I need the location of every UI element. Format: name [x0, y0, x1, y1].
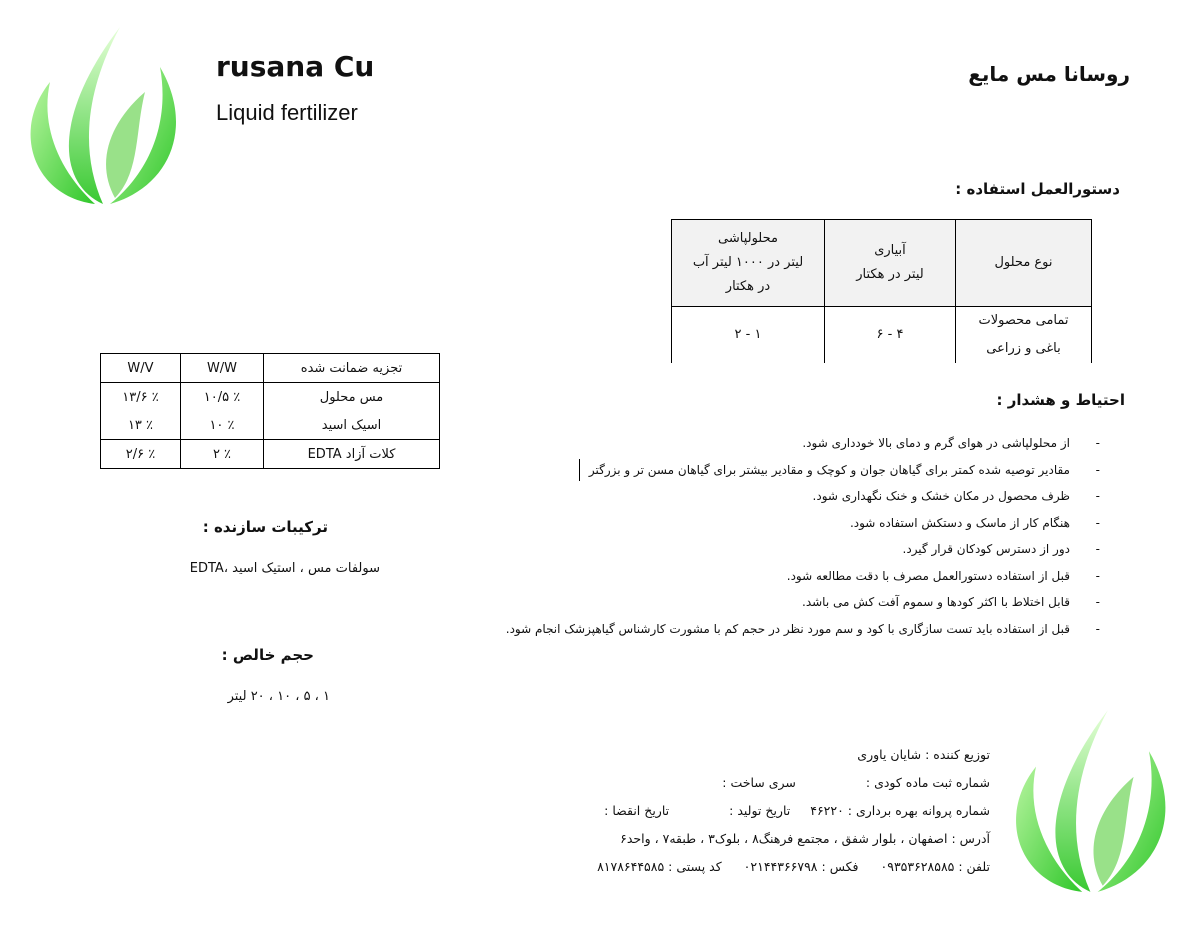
registration-line: شماره ثبت ماده کودی :سری ساخت :: [722, 775, 990, 790]
row-type: تمامی محصولات باغی و زراعی: [956, 307, 1092, 364]
ga-header-wv: W/V: [101, 354, 181, 383]
contact-line: تلفن : ۰۹۳۵۳۶۲۸۵۸۵فکس : ۰۲۱۴۴۳۶۶۷۹۸کد پستی : ۸۱۷۸۶۴۴۵۸۵: [597, 859, 990, 874]
guaranteed-analysis-table: [100, 353, 440, 469]
brand-title: rusana Cu: [216, 50, 375, 83]
list-item: - دور از دسترس کودکان قرار گیرد.: [480, 536, 1100, 563]
usage-heading: دستورالعمل استفاده :: [955, 180, 1120, 198]
table-row: کلات آزاد EDTA ٪ ۲ ٪ ۲/۶: [101, 440, 440, 469]
list-item: - ظرف محصول در مکان خشک و خنک نگهداری شود.: [480, 483, 1100, 510]
list-item: - از محلولپاشی در هوای گرم و دمای بالا خودداری شود.: [480, 430, 1100, 457]
brand-subtitle: Liquid fertilizer: [216, 100, 358, 125]
list-item: - مقادیر توصیه شده کمتر برای گیاهان جوان و کوچک و مقادیر بیشتر برای گیاهان مسن تر و بزرگتر: [480, 457, 1100, 484]
list-item: - قابل اختلاط با اکثر کودها و سموم آفت کش می باشد.: [480, 589, 1100, 616]
list-item: - قبل از استفاده دستورالعمل مصرف با دقت مطالعه شود.: [480, 563, 1100, 590]
text-cursor: [579, 459, 580, 481]
distributor-info: [597, 741, 990, 881]
col-irrigation: آبیاری لیتر در هکتار: [825, 220, 956, 307]
flame-leaf-icon: [25, 22, 185, 207]
ga-header-ww: W/W: [181, 354, 264, 383]
table-row: اسیک اسید ٪ ۱۰ ٪ ۱۳: [101, 411, 440, 440]
distributor-line: توزیع کننده : شایان یاوری: [857, 747, 990, 762]
ingredients-text: سولفات مس ، استیک اسید ،EDTA: [189, 561, 380, 576]
page-title: روسانا مس مایع: [968, 62, 1130, 86]
usage-table: [671, 219, 1092, 363]
ingredients-heading: ترکیبات سازنده :: [202, 518, 328, 536]
ga-header-name: تجزیه ضمانت شده: [264, 354, 440, 383]
volume-heading: حجم خالص :: [221, 646, 314, 664]
table-row: [672, 307, 1092, 364]
flame-leaf-icon: [1010, 705, 1175, 895]
address-line: آدرس : اصفهان ، بلوار شفق ، مجتمع فرهنگ۸ ، بلوک۳ ، طبقه۷ ، واحد۶: [620, 831, 990, 846]
license-line: شماره پروانه بهره برداری : ۴۶۲۲۰تاریخ تولید :تاریخ انقضا :: [604, 803, 990, 818]
precautions-list: [480, 430, 1100, 642]
list-item: - قبل از استفاده باید تست سازگاری با کود و سم مورد نظر در حجم کم با مشورت کارشناس گیاهپزشک انجام شود.: [480, 616, 1100, 643]
table-row: مس محلول ٪ ۱۰/۵ ٪ ۱۳/۶: [101, 383, 440, 412]
row-spray: ۱ - ۲: [672, 307, 825, 364]
row-irrigation: ۴ - ۶: [825, 307, 956, 364]
list-item: - هنگام کار از ماسک و دستکش استفاده شود.: [480, 510, 1100, 537]
precautions-heading: احتیاط و هشدار :: [996, 391, 1125, 409]
volume-text: ۱ ، ۵ ، ۱۰ ، ۲۰ لیتر: [227, 689, 330, 704]
col-type: نوع محلول: [956, 220, 1092, 307]
col-spray: محلولپاشی لیتر در ۱۰۰۰ لیتر آب در هکتار: [672, 220, 825, 307]
